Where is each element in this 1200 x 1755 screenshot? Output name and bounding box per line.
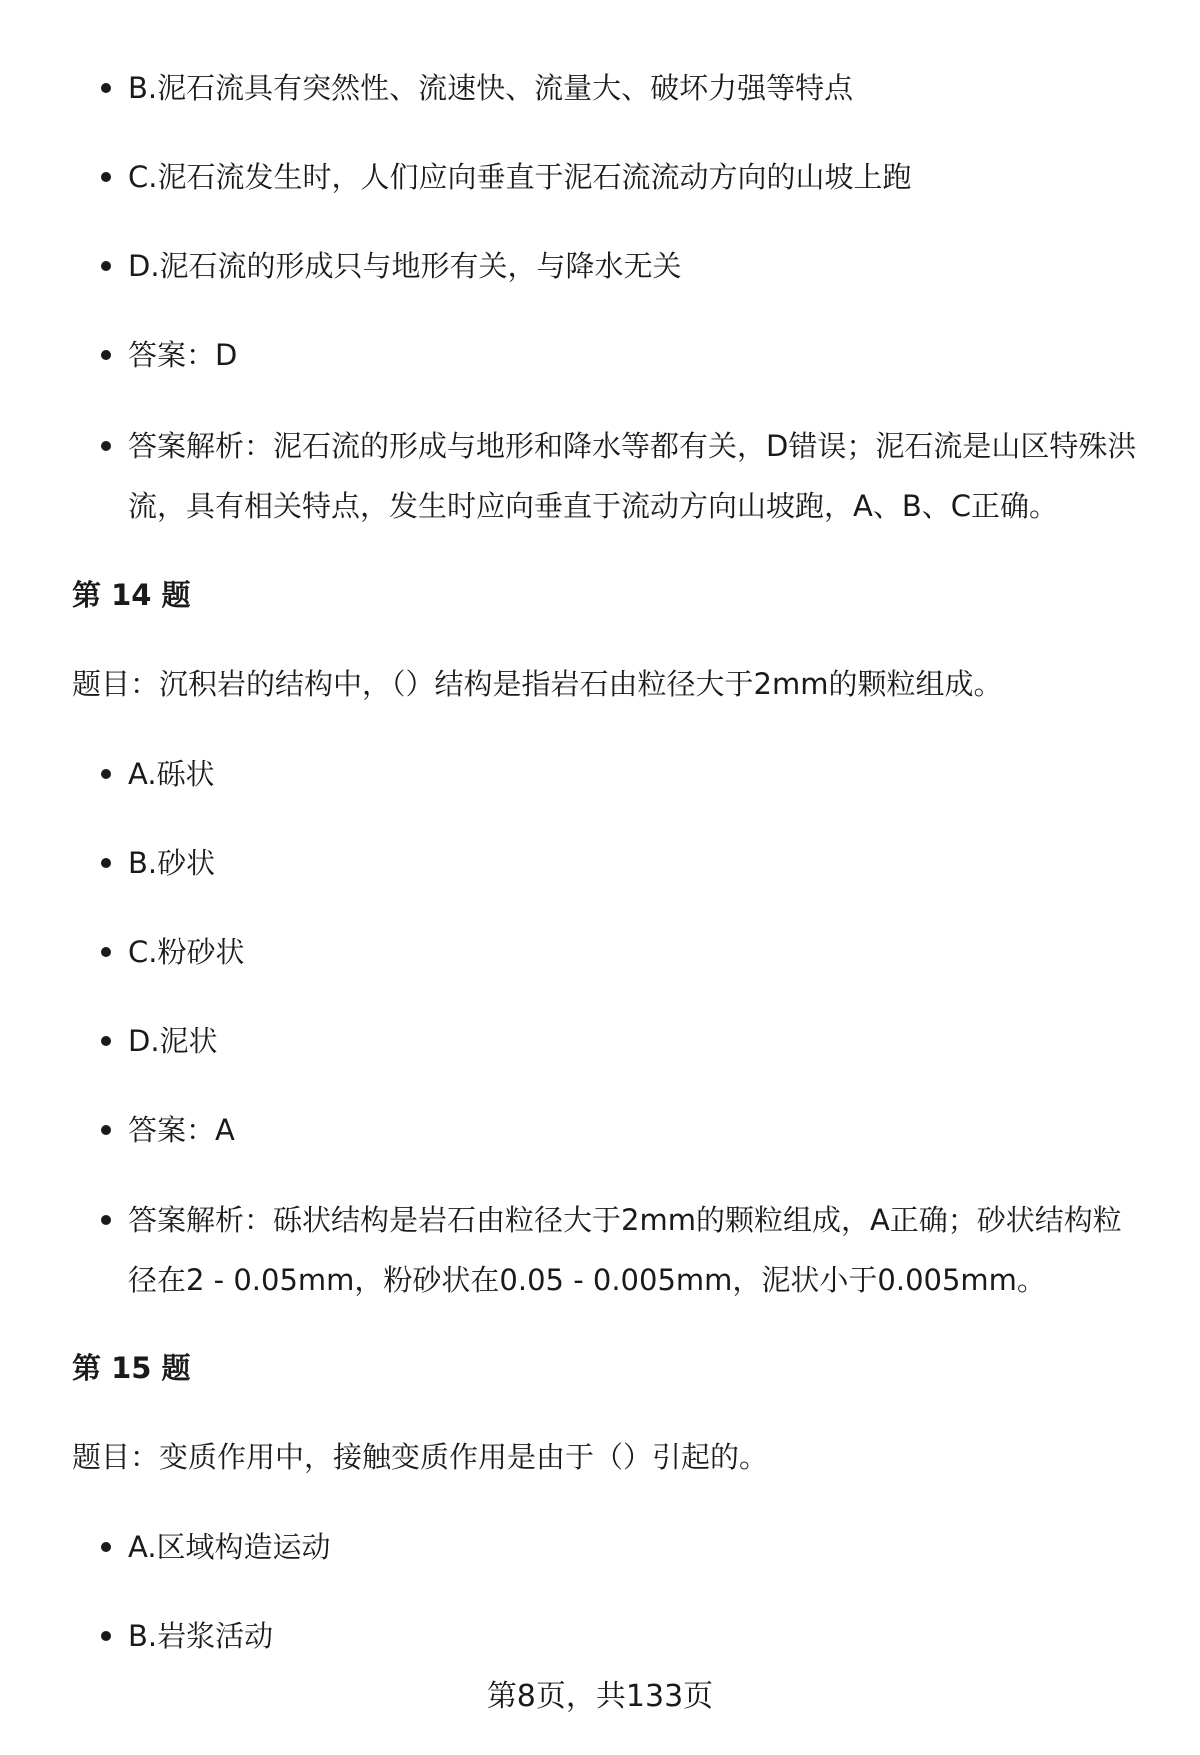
- option-item: C.泥石流发生时，人们应向垂直于泥石流流动方向的山坡上跑: [128, 147, 1148, 207]
- option-item: D.泥石流的形成只与地形有关，与降水无关: [128, 236, 1148, 296]
- question-stem: 题目：变质作用中，接触变质作用是由于（）引起的。: [72, 1440, 769, 1474]
- option-item: B.砂状: [128, 833, 1148, 893]
- option-item: B.岩浆活动: [128, 1606, 1148, 1666]
- option-item: B.泥石流具有突然性、流速快、流量大、破坏力强等特点: [128, 58, 1148, 118]
- question-heading: 第 15 题: [72, 1351, 191, 1385]
- option-item: A.区域构造运动: [128, 1517, 1148, 1577]
- explanation-item: 答案解析：泥石流的形成与地形和降水等都有关，D错误；泥石流是山区特殊洪流，具有相关特点，发生时应向垂直于流动方向山坡跑，A、B、C正确。: [128, 416, 1148, 536]
- option-item: D.泥状: [128, 1011, 1148, 1071]
- question-heading: 第 14 题: [72, 578, 191, 612]
- page-number: 第8页，共133页: [486, 1679, 714, 1714]
- explanation-item: 答案解析：砾状结构是岩石由粒径大于2mm的颗粒组成，A正确；砂状结构粒径在2 - 0.05mm，粉砂状在0.05 - 0.005mm，泥状小于0.005mm。: [128, 1190, 1148, 1310]
- option-item: C.粉砂状: [128, 922, 1148, 982]
- answer-item: 答案：A: [128, 1100, 1148, 1160]
- question-stem: 题目：沉积岩的结构中，（）结构是指岩石由粒径大于2mm的颗粒组成。: [72, 667, 1003, 701]
- answer-item: 答案：D: [128, 325, 1148, 385]
- option-item: A.砾状: [128, 744, 1148, 804]
